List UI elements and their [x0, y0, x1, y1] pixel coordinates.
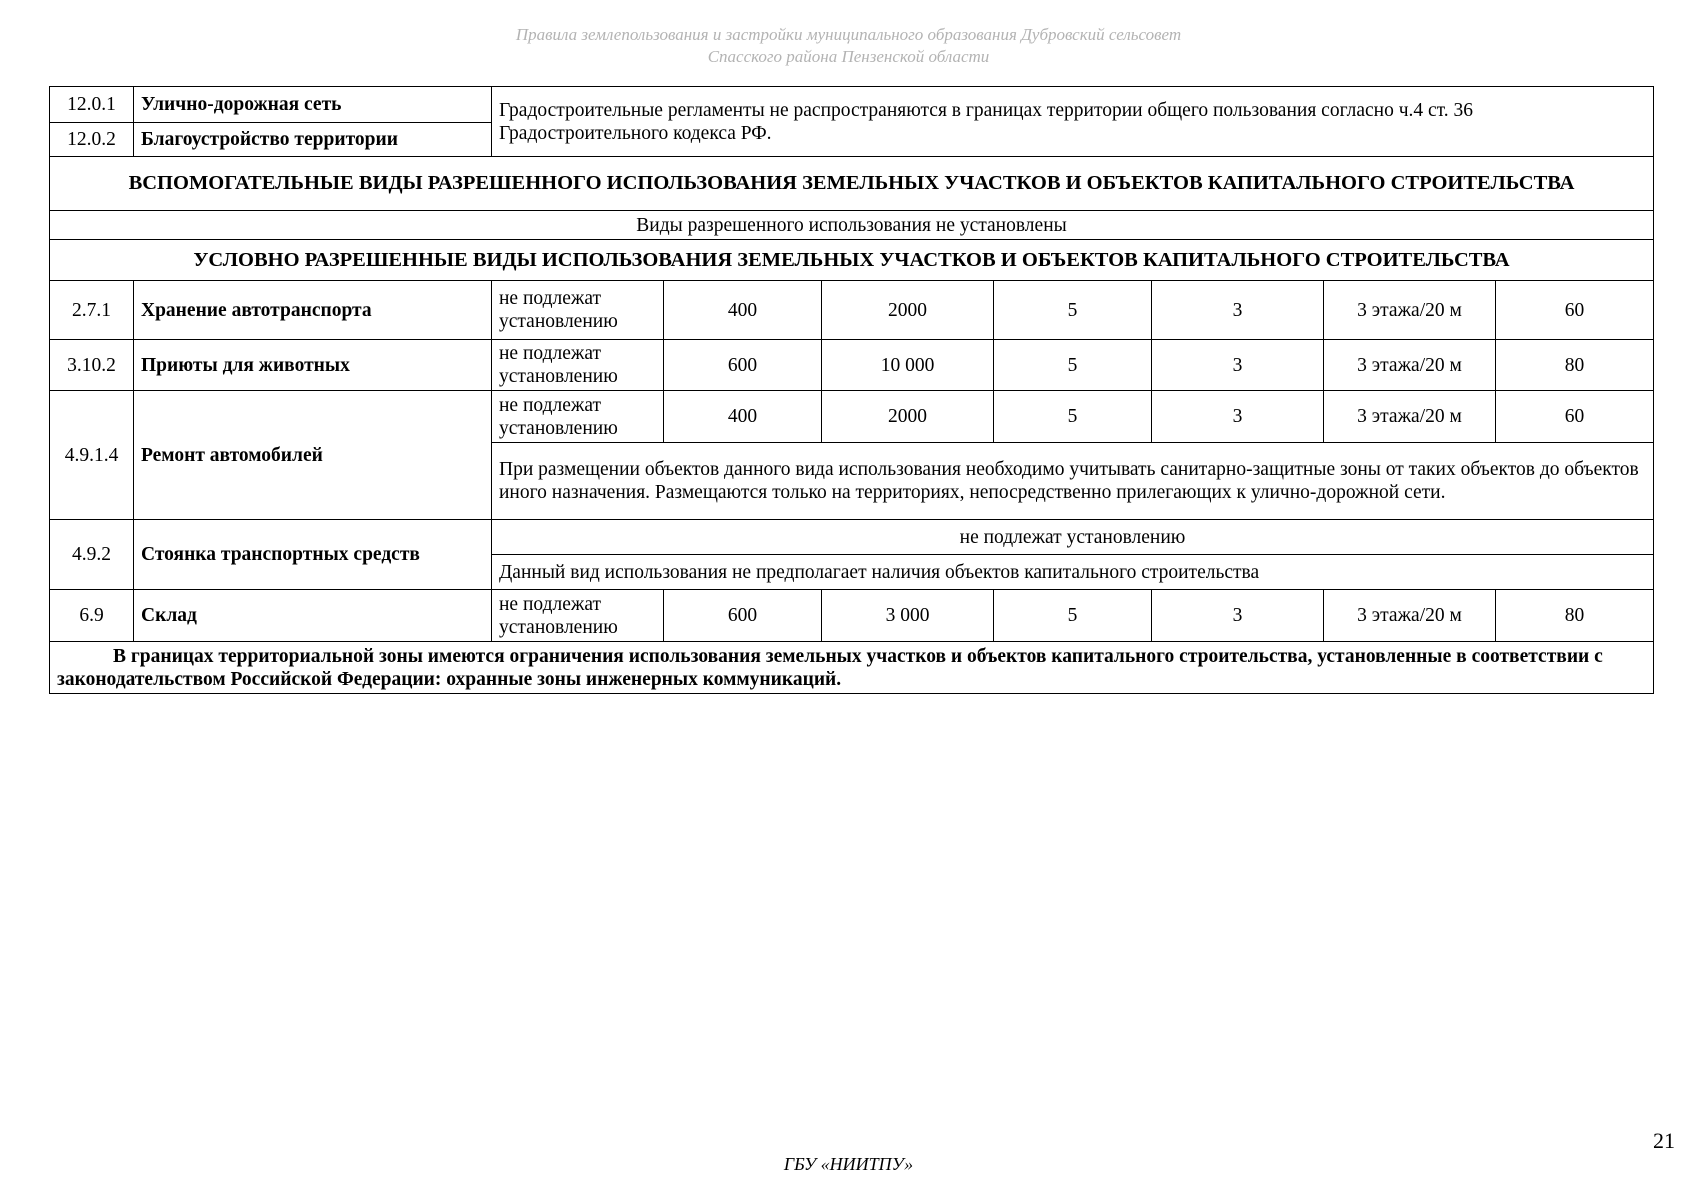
row-max-area: 2000 [822, 281, 994, 340]
row-name: Приюты для животных [134, 340, 492, 391]
row-code: 4.9.1.4 [50, 391, 134, 520]
restriction-note [50, 642, 1654, 694]
row-coverage: 60 [1496, 391, 1654, 443]
page-number: 21 [1653, 1128, 1675, 1153]
row-min-area: 400 [664, 391, 822, 443]
row-code: 2.7.1 [50, 281, 134, 340]
row-setback-1: 5 [994, 281, 1152, 340]
row-min-area: 600 [664, 340, 822, 391]
table-row [50, 340, 1654, 391]
row-setback-2: 3 [1152, 281, 1324, 340]
row-max-area: 10 000 [822, 340, 994, 391]
regulations-table [49, 86, 1654, 694]
top-note: Градостроительные регламенты не распространяются в границах территории общего пользования согласно ч.4 ст. 36 Градостроительного кодекса РФ. [492, 87, 1654, 157]
row-code: 4.9.2 [50, 520, 134, 590]
row-code: 12.0.2 [50, 123, 134, 157]
row-min-area: 400 [664, 281, 822, 340]
row-code: 6.9 [50, 590, 134, 642]
row-max-area: 2000 [822, 391, 994, 443]
aux-section-title: ВСПОМОГАТЕЛЬНЫЕ ВИДЫ РАЗРЕШЕННОГО ИСПОЛЬЗОВАНИЯ ЗЕМЕЛЬНЫХ УЧАСТКОВ И ОБЪЕКТОВ КАПИТАЛЬНОГО СТРОИТЕЛЬСТВА [50, 157, 1654, 211]
cond-section-title: УСЛОВНО РАЗРЕШЕННЫЕ ВИДЫ ИСПОЛЬЗОВАНИЯ ЗЕМЕЛЬНЫХ УЧАСТКОВ И ОБЪЕКТОВ КАПИТАЛЬНОГО СТРОИТЕЛЬСТВА [50, 240, 1654, 281]
row-coverage: 80 [1496, 340, 1654, 391]
row-not-subject: не подлежат установлению [492, 281, 664, 340]
restriction-note-text: В границах территориальной зоны имеются ограничения использования земельных участков и объектов капитального строительства, установленные в соответствии с законодательством Российской Федерации: охранные зоны инженерных коммуникаций. [57, 645, 1603, 690]
row-not-subject: не подлежат установлению [492, 340, 664, 391]
row-floors: 3 этажа/20 м [1324, 391, 1496, 443]
row-note: При размещении объектов данного вида использования необходимо учитывать санитарно-защитные зоны от таких объектов до объектов иного назначения. Размещаются только на территориях, непосредственно прилегающих к улично-дорожной сети. [492, 443, 1654, 520]
row-min-area: 600 [664, 590, 822, 642]
row-coverage: 80 [1496, 590, 1654, 642]
page-footer: ГБУ «НИИТПУ» [783, 1154, 914, 1174]
row-name: Ремонт автомобилей [134, 391, 492, 520]
table-row [50, 391, 1654, 443]
header-line-2: Спасского района Пензенской области [707, 47, 990, 66]
row-setback-1: 5 [994, 590, 1152, 642]
header-line-1: Правила землепользования и застройки муниципального образования Дубровский сельсовет [515, 25, 1182, 44]
row-code: 12.0.1 [50, 87, 134, 123]
row-name: Улично-дорожная сеть [134, 87, 492, 123]
table-row [50, 520, 1654, 555]
section-header-row [50, 157, 1654, 211]
page-header [0, 24, 1697, 68]
row-setback-1: 5 [994, 391, 1152, 443]
row-name: Стоянка транспортных средств [134, 520, 492, 590]
row-not-subject: не подлежат установлению [492, 590, 664, 642]
table-row [50, 642, 1654, 694]
aux-section-text: Виды разрешенного использования не установлены [50, 211, 1654, 240]
row-not-subject: не подлежат установлению [492, 391, 664, 443]
row-floors: 3 этажа/20 м [1324, 340, 1496, 391]
row-max-area: 3 000 [822, 590, 994, 642]
row-setback-2: 3 [1152, 340, 1324, 391]
row-setback-2: 3 [1152, 590, 1324, 642]
row-setback-2: 3 [1152, 391, 1324, 443]
row-not-subject: не подлежат установлению [492, 520, 1654, 555]
row-name: Склад [134, 590, 492, 642]
row-floors: 3 этажа/20 м [1324, 281, 1496, 340]
row-note: Данный вид использования не предполагает наличия объектов капитального строительства [492, 555, 1654, 590]
row-floors: 3 этажа/20 м [1324, 590, 1496, 642]
table-row [50, 211, 1654, 240]
row-setback-1: 5 [994, 340, 1152, 391]
section-header-row [50, 240, 1654, 281]
row-name: Благоустройство территории [134, 123, 492, 157]
table-row [50, 281, 1654, 340]
table-row [50, 87, 1654, 123]
row-name: Хранение автотранспорта [134, 281, 492, 340]
row-coverage: 60 [1496, 281, 1654, 340]
table-row [50, 590, 1654, 642]
row-code: 3.10.2 [50, 340, 134, 391]
